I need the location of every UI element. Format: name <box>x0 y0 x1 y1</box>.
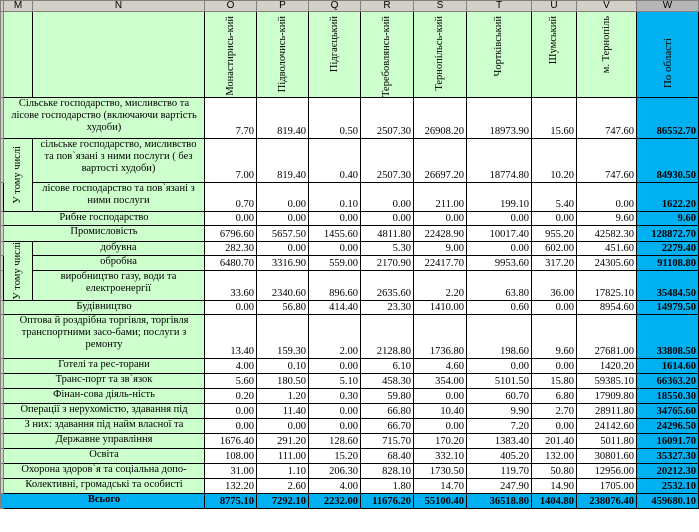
table-row <box>1 300 699 314</box>
total-row <box>1 493 699 508</box>
value-cell[interactable]: 6796.60 <box>205 226 257 242</box>
district-header-label: Монастирись-кий <box>224 16 236 96</box>
value-cell[interactable]: 5657.50 <box>257 226 309 242</box>
total-cell[interactable]: 14979.50 <box>637 300 699 314</box>
value-cell[interactable]: 451.60 <box>577 242 637 256</box>
value-cell[interactable]: 828.10 <box>361 463 414 478</box>
value-cell[interactable]: 5101.50 <box>467 373 532 388</box>
value-cell[interactable]: 0.00 <box>309 242 361 256</box>
total-value-cell[interactable]: 36518.80 <box>467 493 532 508</box>
value-cell[interactable]: 63.80 <box>467 270 532 300</box>
value-cell[interactable]: 36.00 <box>532 270 577 300</box>
total-cell[interactable]: 1614.60 <box>637 358 699 373</box>
value-cell[interactable]: 332.10 <box>414 448 467 463</box>
value-cell[interactable]: 2340.60 <box>257 270 309 300</box>
row-label[interactable]: Операції з нерухомістю, здавання під <box>4 403 205 418</box>
value-cell[interactable]: 0.00 <box>414 418 467 433</box>
value-cell[interactable]: 0.00 <box>309 403 361 418</box>
value-cell[interactable]: 1676.40 <box>205 433 257 448</box>
value-cell[interactable]: 819.40 <box>257 139 309 183</box>
table-row <box>1 212 699 226</box>
total-cell[interactable]: 84930.50 <box>637 139 699 183</box>
value-cell[interactable]: 10.20 <box>532 139 577 183</box>
total-value-cell[interactable]: 2232.00 <box>309 493 361 508</box>
value-cell[interactable]: 128.60 <box>309 433 361 448</box>
table-row <box>1 139 699 183</box>
value-cell[interactable]: 24305.60 <box>577 256 637 270</box>
value-cell[interactable]: 199.10 <box>467 183 532 212</box>
value-cell[interactable]: 132.00 <box>532 448 577 463</box>
table-row <box>1 358 699 373</box>
district-header[interactable] <box>361 12 414 98</box>
value-cell[interactable]: 0.00 <box>205 418 257 433</box>
table-row <box>1 183 699 212</box>
table-row <box>1 418 699 433</box>
value-cell[interactable]: 66.80 <box>361 403 414 418</box>
total-cell[interactable]: 35484.50 <box>637 270 699 300</box>
value-cell[interactable]: 0.00 <box>309 358 361 373</box>
value-cell[interactable]: 0.00 <box>532 300 577 314</box>
district-header[interactable] <box>309 12 361 98</box>
row-label[interactable]: Транс-порт та зв`язок <box>4 373 205 388</box>
total-row-label[interactable]: Всього <box>4 493 205 508</box>
total-cell[interactable]: 91108.80 <box>637 256 699 270</box>
column-header-u[interactable]: U <box>532 1 577 12</box>
value-cell[interactable]: 211.00 <box>414 183 467 212</box>
column-header-q[interactable]: Q <box>309 1 361 12</box>
value-cell[interactable]: 0.00 <box>467 212 532 226</box>
value-cell[interactable]: 0.00 <box>205 212 257 226</box>
value-cell[interactable]: 247.90 <box>467 478 532 493</box>
value-cell[interactable]: 10017.40 <box>467 226 532 242</box>
total-value-cell[interactable]: 11676.20 <box>361 493 414 508</box>
header-cell-m[interactable] <box>4 12 33 98</box>
total-cell[interactable]: 128872.70 <box>637 226 699 242</box>
value-cell[interactable]: 819.40 <box>257 98 309 139</box>
value-cell[interactable]: 59385.10 <box>577 373 637 388</box>
value-cell[interactable]: 15.80 <box>532 373 577 388</box>
value-cell[interactable]: 0.50 <box>309 98 361 139</box>
value-cell[interactable]: 0.00 <box>467 242 532 256</box>
value-cell[interactable]: 2635.60 <box>361 270 414 300</box>
value-cell[interactable]: 14.90 <box>532 478 577 493</box>
value-cell[interactable]: 4.00 <box>205 358 257 373</box>
value-cell[interactable]: 26908.20 <box>414 98 467 139</box>
column-header-row <box>1 1 699 12</box>
value-cell[interactable]: 0.00 <box>577 183 637 212</box>
value-cell[interactable]: 1383.40 <box>467 433 532 448</box>
row-label[interactable]: Сільське господарство, мисливство та лісове господарство (включаючи вартість худоби) <box>4 98 205 139</box>
value-cell[interactable]: 9953.60 <box>467 256 532 270</box>
column-header-r[interactable]: R <box>361 1 414 12</box>
value-cell[interactable]: 8954.60 <box>577 300 637 314</box>
district-header[interactable] <box>532 12 577 98</box>
value-cell[interactable]: 282.30 <box>205 242 257 256</box>
value-cell[interactable]: 12956.00 <box>577 463 637 478</box>
total-value-cell[interactable]: 55100.40 <box>414 493 467 508</box>
value-cell[interactable]: 66.70 <box>361 418 414 433</box>
row-label[interactable]: Оптова й роздрібна торгівля, торгівля транспортними засо-бами; послуги з ремонту <box>4 314 205 358</box>
value-cell[interactable]: 414.40 <box>309 300 361 314</box>
total-cell[interactable]: 2279.40 <box>637 242 699 256</box>
value-cell[interactable]: 4.60 <box>414 358 467 373</box>
value-cell[interactable]: 1410.00 <box>414 300 467 314</box>
district-header[interactable] <box>577 12 637 98</box>
value-cell[interactable]: 6.10 <box>361 358 414 373</box>
district-header-label: Підгаєцький <box>328 16 340 73</box>
value-cell[interactable]: 4.00 <box>309 478 361 493</box>
value-cell[interactable]: 0.00 <box>309 418 361 433</box>
total-cell[interactable]: 16091.70 <box>637 433 699 448</box>
value-cell[interactable]: 18774.80 <box>467 139 532 183</box>
column-header-w[interactable]: W <box>637 1 699 12</box>
value-cell[interactable]: 23.30 <box>361 300 414 314</box>
value-cell[interactable]: 747.60 <box>577 139 637 183</box>
district-header-label: Підволочись-кий <box>276 16 288 93</box>
value-cell[interactable]: 27681.00 <box>577 314 637 358</box>
row-label[interactable]: Готелі та рес-торани <box>4 358 205 373</box>
row-label[interactable]: Державне управління <box>4 433 205 448</box>
row-label[interactable]: Освіта <box>4 448 205 463</box>
value-cell[interactable]: 60.70 <box>467 388 532 403</box>
header-cell-n[interactable] <box>33 12 205 98</box>
value-cell[interactable]: 602.00 <box>532 242 577 256</box>
total-cell[interactable]: 33808.50 <box>637 314 699 358</box>
value-cell[interactable]: 170.20 <box>414 433 467 448</box>
value-cell[interactable]: 1705.00 <box>577 478 637 493</box>
value-cell[interactable]: 108.00 <box>205 448 257 463</box>
value-cell[interactable]: 0.20 <box>205 388 257 403</box>
table-row <box>1 226 699 242</box>
value-cell[interactable]: 0.00 <box>414 388 467 403</box>
row-label[interactable]: Колективні, громадські та особисті <box>4 478 205 493</box>
row-label[interactable]: Рибне господарство <box>4 212 205 226</box>
value-cell[interactable]: 5.60 <box>205 373 257 388</box>
value-cell[interactable]: 559.00 <box>309 256 361 270</box>
value-cell[interactable]: 0.00 <box>532 212 577 226</box>
value-cell[interactable]: 2507.30 <box>361 98 414 139</box>
value-cell[interactable]: 1730.50 <box>414 463 467 478</box>
value-cell[interactable]: 159.30 <box>257 314 309 358</box>
value-cell[interactable]: 206.30 <box>309 463 361 478</box>
value-cell[interactable]: 1420.20 <box>577 358 637 373</box>
table-row <box>1 242 699 256</box>
table-row <box>1 433 699 448</box>
table-row <box>1 463 699 478</box>
total-value-cell[interactable]: 1404.80 <box>532 493 577 508</box>
row-label[interactable]: Промисловість <box>4 226 205 242</box>
district-header-label: Чортківський <box>493 16 504 77</box>
row-label[interactable]: Фінан-сова діяль-ність <box>4 388 205 403</box>
district-header[interactable] <box>414 12 467 98</box>
table-row <box>1 270 699 300</box>
district-header[interactable] <box>257 12 309 98</box>
column-header-o[interactable]: O <box>205 1 257 12</box>
value-cell[interactable]: 0.70 <box>205 183 257 212</box>
value-cell[interactable]: 56.80 <box>257 300 309 314</box>
value-cell[interactable]: 896.60 <box>309 270 361 300</box>
value-cell[interactable]: 201.40 <box>532 433 577 448</box>
value-cell[interactable]: 24142.60 <box>577 418 637 433</box>
total-cell[interactable]: 86552.70 <box>637 98 699 139</box>
value-cell[interactable]: 17909.80 <box>577 388 637 403</box>
value-cell[interactable]: 28911.80 <box>577 403 637 418</box>
total-cell[interactable]: 35327.30 <box>637 448 699 463</box>
value-cell[interactable]: 1.80 <box>361 478 414 493</box>
value-cell[interactable]: 1.20 <box>257 388 309 403</box>
value-cell[interactable]: 0.00 <box>257 242 309 256</box>
value-cell[interactable]: 31.00 <box>205 463 257 478</box>
value-cell[interactable]: 59.80 <box>361 388 414 403</box>
district-header-label: м. Тернопіль <box>600 16 612 74</box>
value-cell[interactable]: 0.00 <box>467 358 532 373</box>
total-header-label: По області <box>661 38 674 89</box>
value-cell[interactable]: 458.30 <box>361 373 414 388</box>
value-cell[interactable]: 18973.90 <box>467 98 532 139</box>
value-cell[interactable]: 6.80 <box>532 388 577 403</box>
value-cell[interactable]: 1.10 <box>257 463 309 478</box>
value-cell[interactable]: 0.10 <box>309 183 361 212</box>
subgroup-label-agri[interactable] <box>4 139 33 212</box>
value-cell[interactable]: 0.00 <box>532 358 577 373</box>
value-cell[interactable]: 9.90 <box>467 403 532 418</box>
district-header-label: Теребовлянсь-кий <box>381 16 392 97</box>
table-row <box>1 448 699 463</box>
value-cell[interactable]: 11.40 <box>257 403 309 418</box>
table-row <box>1 403 699 418</box>
district-header[interactable] <box>205 12 257 98</box>
total-cell[interactable]: 66363.20 <box>637 373 699 388</box>
value-cell[interactable]: 42582.30 <box>577 226 637 242</box>
value-cell[interactable]: 9.60 <box>577 212 637 226</box>
row-label[interactable]: виробництво газу, води та електроенергії <box>33 270 205 300</box>
total-cell[interactable]: 2532.10 <box>637 478 699 493</box>
total-cell[interactable]: 9.60 <box>637 212 699 226</box>
total-cell[interactable]: 1622.20 <box>637 183 699 212</box>
district-header-label: Тернопільсь-кий <box>434 16 445 91</box>
table-row <box>1 373 699 388</box>
column-header-p[interactable]: P <box>257 1 309 12</box>
value-cell[interactable]: 17825.10 <box>577 270 637 300</box>
table-row <box>1 98 699 139</box>
value-cell[interactable]: 6480.70 <box>205 256 257 270</box>
value-cell[interactable]: 317.20 <box>532 256 577 270</box>
value-cell[interactable]: 5.30 <box>361 242 414 256</box>
value-cell[interactable]: 2170.90 <box>361 256 414 270</box>
value-cell[interactable]: 0.00 <box>257 183 309 212</box>
value-cell[interactable]: 50.80 <box>532 463 577 478</box>
value-cell[interactable]: 7.00 <box>205 139 257 183</box>
value-cell[interactable]: 2.60 <box>257 478 309 493</box>
row-label[interactable]: добувна <box>33 242 205 256</box>
row-label[interactable]: сільське господарство, мисливство та пов`язані з ними послуги ( без вартості худоби) <box>33 139 205 183</box>
value-cell[interactable]: 2507.30 <box>361 139 414 183</box>
table-row <box>1 314 699 358</box>
value-cell[interactable]: 22417.70 <box>414 256 467 270</box>
value-cell[interactable]: 33.60 <box>205 270 257 300</box>
value-cell[interactable]: 68.40 <box>361 448 414 463</box>
row-label[interactable]: З них: здавання під найм власної та <box>4 418 205 433</box>
total-value-cell[interactable]: 8775.10 <box>205 493 257 508</box>
value-cell[interactable]: 0.40 <box>309 139 361 183</box>
value-cell[interactable]: 5.40 <box>532 183 577 212</box>
row-label[interactable]: обробна <box>33 256 205 270</box>
value-cell[interactable]: 2128.80 <box>361 314 414 358</box>
subgroup-label-text: У тому числі <box>12 146 23 204</box>
value-cell[interactable]: 2.20 <box>414 270 467 300</box>
row-number[interactable] <box>1 183 4 212</box>
value-cell[interactable]: 26697.20 <box>414 139 467 183</box>
total-cell[interactable]: 34765.60 <box>637 403 699 418</box>
value-cell[interactable]: 119.70 <box>467 463 532 478</box>
row-label[interactable]: Охорона здоров`я та соціальна допо- <box>4 463 205 478</box>
table-row <box>1 388 699 403</box>
value-cell[interactable]: 1736.80 <box>414 314 467 358</box>
value-cell[interactable]: 955.20 <box>532 226 577 242</box>
value-cell[interactable]: 405.20 <box>467 448 532 463</box>
row-label[interactable]: лісове господарство та пов`язані з ними послуги <box>33 183 205 212</box>
value-cell[interactable]: 30801.60 <box>577 448 637 463</box>
value-cell[interactable]: 5.10 <box>309 373 361 388</box>
value-cell[interactable]: 22428.90 <box>414 226 467 242</box>
subgroup-label-text: У тому числі <box>12 242 23 300</box>
grand-total-cell[interactable]: 459680.10 <box>637 493 699 508</box>
total-cell[interactable]: 18550.30 <box>637 388 699 403</box>
value-cell[interactable]: 0.00 <box>205 403 257 418</box>
value-cell[interactable]: 0.00 <box>414 212 467 226</box>
value-cell[interactable]: 0.00 <box>309 212 361 226</box>
value-cell[interactable]: 1455.60 <box>309 226 361 242</box>
total-header[interactable] <box>637 12 699 98</box>
total-value-cell[interactable]: 238076.40 <box>577 493 637 508</box>
value-cell[interactable]: 0.00 <box>257 418 309 433</box>
district-header-label: Шумський <box>548 16 559 65</box>
column-header-v[interactable]: V <box>577 1 637 12</box>
value-cell[interactable]: 15.60 <box>532 98 577 139</box>
value-cell[interactable]: 747.60 <box>577 98 637 139</box>
value-cell[interactable]: 2.00 <box>309 314 361 358</box>
value-cell[interactable]: 5011.80 <box>577 433 637 448</box>
value-cell[interactable]: 4811.80 <box>361 226 414 242</box>
value-cell[interactable]: 354.00 <box>414 373 467 388</box>
value-cell[interactable]: 0.30 <box>309 388 361 403</box>
value-cell[interactable]: 715.70 <box>361 433 414 448</box>
table-row <box>1 256 699 270</box>
column-header-s[interactable]: S <box>414 1 467 12</box>
column-header-m[interactable]: M <box>4 1 33 12</box>
row-label[interactable]: Будівництво <box>4 300 205 314</box>
row-number[interactable] <box>1 256 4 270</box>
value-cell[interactable]: 15.20 <box>309 448 361 463</box>
value-cell[interactable]: 3316.90 <box>257 256 309 270</box>
value-cell[interactable]: 0.00 <box>361 183 414 212</box>
value-cell[interactable]: 0.00 <box>257 212 309 226</box>
header-row <box>1 12 699 98</box>
value-cell[interactable]: 180.50 <box>257 373 309 388</box>
table-row <box>1 478 699 493</box>
value-cell[interactable]: 0.00 <box>361 212 414 226</box>
value-cell[interactable]: 7.20 <box>467 418 532 433</box>
value-cell[interactable]: 0.10 <box>257 358 309 373</box>
column-header-t[interactable]: T <box>467 1 532 12</box>
value-cell[interactable]: 9.00 <box>414 242 467 256</box>
total-cell[interactable]: 24296.50 <box>637 418 699 433</box>
value-cell[interactable]: 14.70 <box>414 478 467 493</box>
district-header[interactable] <box>467 12 532 98</box>
value-cell[interactable]: 291.20 <box>257 433 309 448</box>
total-value-cell[interactable]: 7292.10 <box>257 493 309 508</box>
value-cell[interactable]: 10.40 <box>414 403 467 418</box>
value-cell[interactable]: 0.00 <box>532 418 577 433</box>
subgroup-label-industry[interactable] <box>4 242 33 301</box>
value-cell[interactable]: 7.70 <box>205 98 257 139</box>
value-cell[interactable]: 198.60 <box>467 314 532 358</box>
value-cell[interactable]: 0.00 <box>205 300 257 314</box>
value-cell[interactable]: 2.70 <box>532 403 577 418</box>
column-header-n[interactable]: N <box>33 1 205 12</box>
value-cell[interactable]: 0.60 <box>467 300 532 314</box>
row-number[interactable] <box>1 270 4 300</box>
total-cell[interactable]: 20212.30 <box>637 463 699 478</box>
value-cell[interactable]: 13.40 <box>205 314 257 358</box>
value-cell[interactable]: 111.00 <box>257 448 309 463</box>
value-cell[interactable]: 132.20 <box>205 478 257 493</box>
value-cell[interactable]: 9.60 <box>532 314 577 358</box>
